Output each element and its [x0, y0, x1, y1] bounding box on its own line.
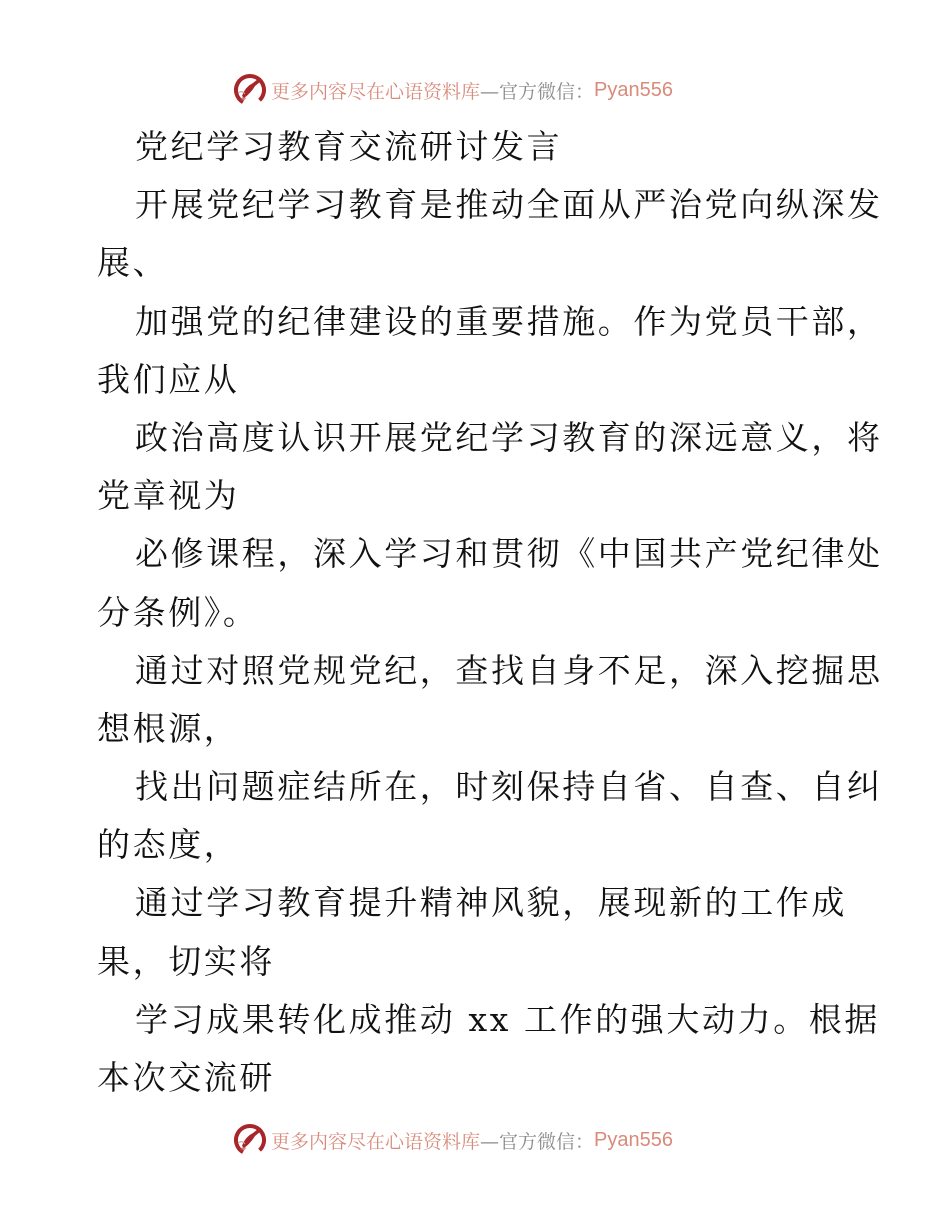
paragraph-line: 通过对照党规党纪，查找自身不足，深入挖掘思: [135, 650, 883, 690]
watermark-main-text: 更多内容尽在心语资料库: [271, 80, 481, 103]
paragraph-line: 找出问题症结所在，时刻保持自省、自查、自纠: [135, 767, 883, 807]
paragraph-line: 的态度，: [97, 825, 240, 865]
watermark-separator-text: —官方微信：: [480, 80, 595, 103]
paragraph-line: 分条例》。: [97, 592, 259, 632]
paragraph-line: 加强党的纪律建设的重要措施。作为党员干部，: [135, 301, 883, 341]
document-title: 党纪学习教育交流研讨发言: [135, 127, 563, 166]
watermark-main-text: 更多内容尽在心语资料库: [271, 1130, 481, 1153]
pen-circle-logo-icon: [233, 1123, 267, 1157]
paragraph-line: 本次交流研: [97, 1058, 275, 1097]
watermark-separator-text: —官方微信：: [480, 1130, 595, 1153]
paragraph-line: 果，切实将: [97, 941, 275, 981]
paragraph-line: 通过学习教育提升精神风貌，展现新的工作成: [135, 883, 847, 923]
paragraph-line: 我们应从: [97, 359, 240, 399]
paragraph-line: 党章视为: [97, 476, 240, 516]
paragraph-line: 想根源，: [97, 708, 240, 748]
header-watermark: [233, 72, 673, 108]
paragraph-line: 必修课程，深入学习和贯彻《中国共产党纪律处: [135, 534, 883, 574]
footer-watermark: [233, 1122, 673, 1158]
document-body: [97, 118, 883, 1107]
paragraph-line: 展、: [97, 243, 169, 283]
pen-circle-logo-icon: [233, 73, 267, 107]
paragraph-line: 政治高度认识开展党纪学习教育的深远意义，将: [135, 417, 883, 457]
paragraph-line: 开展党纪学习教育是推动全面从严治党向纵深发: [135, 185, 883, 225]
watermark-wechat-id: Pyan556: [594, 78, 673, 101]
paragraph-line: 学习成果转化成推动 xx 工作的强大动力。根据: [135, 999, 881, 1039]
watermark-wechat-id: Pyan556: [594, 1128, 673, 1151]
